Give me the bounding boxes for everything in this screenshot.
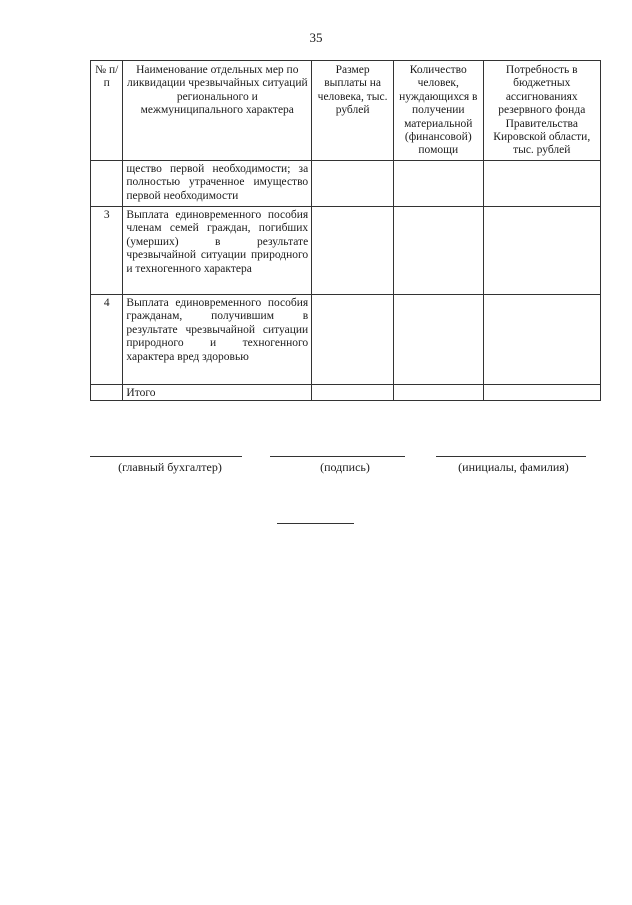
row-measure-name: Выплата единовременного пособия гражданам, получившим в результате чрезвычайной ситуации природного и техногенного характера вред здоровью xyxy=(123,295,312,385)
table-row xyxy=(91,207,601,295)
row-payment-size xyxy=(312,207,394,295)
row-number: 3 xyxy=(91,207,123,295)
header-measure-name: Наименование отдельных мер по ликвидации чрезвычайных ситуаций регионального и межмуниципального характера xyxy=(123,61,312,161)
row-people-count xyxy=(394,207,483,295)
row-number xyxy=(91,385,123,401)
relief-measures-table xyxy=(90,60,601,401)
total-budget-need xyxy=(483,385,601,401)
total-row xyxy=(91,385,601,401)
row-budget-need xyxy=(483,295,601,385)
header-budget-need: Потребность в бюджетных ассигнованиях резервного фонда Правительства Кировской области, тыс. рублей xyxy=(483,61,601,161)
row-budget-need xyxy=(483,207,601,295)
signature-line xyxy=(270,456,405,457)
row-people-count xyxy=(394,295,483,385)
accountant-label: (главный бухгалтер) xyxy=(118,460,222,474)
total-label: Итого xyxy=(123,385,312,401)
table-row xyxy=(91,161,601,207)
row-measure-name: Выплата единовременного пособия членам семей граждан, погибших (умерших) в результате чрезвычайной ситуации природного и техногенного характера xyxy=(123,207,312,295)
row-number xyxy=(91,161,123,207)
row-people-count xyxy=(394,161,483,207)
signature-label: (подпись) xyxy=(320,460,370,474)
row-measure-name: щество первой необходимости; за полностью утраченное имущество первой необходимости xyxy=(123,161,312,207)
row-payment-size xyxy=(312,295,394,385)
row-payment-size xyxy=(312,161,394,207)
row-budget-need xyxy=(483,161,601,207)
page-number: 35 xyxy=(309,30,323,45)
accountant-signature-line xyxy=(90,456,242,457)
header-people-count: Количество человек, нуждающихся в получении материальной (финансовой) помощи xyxy=(394,61,483,161)
end-of-document-line xyxy=(277,523,354,524)
header-payment-size: Размер выплаты на человека, тыс. рублей xyxy=(312,61,394,161)
initials-label: (инициалы, фамилия) xyxy=(458,460,569,474)
initials-signature-line xyxy=(436,456,586,457)
total-payment-size xyxy=(312,385,394,401)
row-number: 4 xyxy=(91,295,123,385)
header-number: № п/п xyxy=(91,61,123,161)
table-row xyxy=(91,295,601,385)
total-people-count xyxy=(394,385,483,401)
table-header-row xyxy=(91,61,601,161)
